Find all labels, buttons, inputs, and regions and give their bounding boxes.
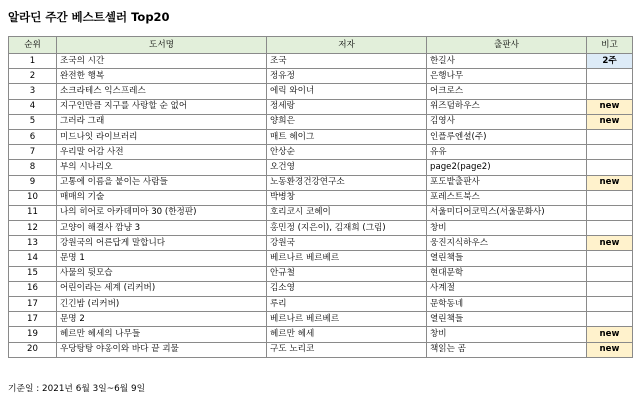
publisher-cell: 창비: [427, 221, 587, 236]
book-title-cell: 조국의 시간: [57, 54, 267, 69]
author-cell: 매트 헤이그: [267, 129, 427, 144]
publisher-cell: 어크로스: [427, 84, 587, 99]
note-cell: new: [587, 175, 633, 190]
column-header-note: 비고: [587, 37, 633, 54]
publisher-cell: 서울미디어코믹스(서울문화사): [427, 205, 587, 220]
table-row: [9, 236, 633, 251]
book-title-cell: 사물의 뒷모습: [57, 266, 267, 281]
rank-cell: 14: [9, 251, 57, 266]
table-row: [9, 312, 633, 327]
column-header-publisher: 출판사: [427, 37, 587, 54]
author-cell: 루리: [267, 297, 427, 312]
author-cell: 정유정: [267, 69, 427, 84]
note-cell: new: [587, 236, 633, 251]
note-cell: [587, 129, 633, 144]
note-cell: new: [587, 99, 633, 114]
author-cell: 박병창: [267, 190, 427, 205]
author-cell: 베르나르 베르베르: [267, 312, 427, 327]
table-row: [9, 281, 633, 296]
note-cell: [587, 312, 633, 327]
table-row: [9, 69, 633, 84]
note-cell: 2주: [587, 54, 633, 69]
table-row: [9, 342, 633, 357]
author-cell: 안상순: [267, 145, 427, 160]
column-header-author: 저자: [267, 37, 427, 54]
author-cell: 구도 노리코: [267, 342, 427, 357]
rank-cell: 19: [9, 327, 57, 342]
publisher-cell: 웅진지식하우스: [427, 236, 587, 251]
table-row: [9, 190, 633, 205]
author-cell: 강원국: [267, 236, 427, 251]
rank-cell: 3: [9, 84, 57, 99]
column-header-rank: 순위: [9, 37, 57, 54]
note-cell: [587, 84, 633, 99]
note-cell: [587, 221, 633, 236]
rank-cell: 7: [9, 145, 57, 160]
rank-cell: 5: [9, 114, 57, 129]
note-cell: [587, 145, 633, 160]
book-title-cell: 고양이 해결사 깜냥 3: [57, 221, 267, 236]
bestseller-table: [8, 36, 633, 358]
note-cell: new: [587, 114, 633, 129]
note-cell: [587, 281, 633, 296]
author-cell: 조국: [267, 54, 427, 69]
rank-cell: 6: [9, 129, 57, 144]
book-title-cell: 어린이라는 세계 (리커버): [57, 281, 267, 296]
author-cell: 정세랑: [267, 99, 427, 114]
book-title-cell: 지구인만큼 지구를 사랑할 순 없어: [57, 99, 267, 114]
publisher-cell: 현대문학: [427, 266, 587, 281]
table-row: [9, 145, 633, 160]
book-title-cell: 문명 1: [57, 251, 267, 266]
publisher-cell: 포레스트북스: [427, 190, 587, 205]
rank-cell: 11: [9, 205, 57, 220]
table-row: [9, 221, 633, 236]
publisher-cell: 창비: [427, 327, 587, 342]
table-row: [9, 84, 633, 99]
book-title-cell: 매매의 기술: [57, 190, 267, 205]
publisher-cell: 책읽는 곰: [427, 342, 587, 357]
book-title-cell: 헤르만 헤세의 나무들: [57, 327, 267, 342]
table-row: [9, 114, 633, 129]
publisher-cell: 한길사: [427, 54, 587, 69]
publisher-cell: 은행나무: [427, 69, 587, 84]
author-cell: 홍민정 (지은이), 김재희 (그림): [267, 221, 427, 236]
rank-cell: 9: [9, 175, 57, 190]
publisher-cell: 인플루엔셜(주): [427, 129, 587, 144]
publisher-cell: 열린책들: [427, 312, 587, 327]
rank-cell: 10: [9, 190, 57, 205]
publisher-cell: 김영사: [427, 114, 587, 129]
book-title-cell: 나의 히어로 아카데미아 30 (한정판): [57, 205, 267, 220]
publisher-cell: page2(page2): [427, 160, 587, 175]
note-cell: [587, 190, 633, 205]
book-title-cell: 우당탕탕 야옹이와 바다 끝 괴물: [57, 342, 267, 357]
book-title-cell: 완전한 행복: [57, 69, 267, 84]
publisher-cell: 포도밭출판사: [427, 175, 587, 190]
book-title-cell: 문명 2: [57, 312, 267, 327]
book-title-cell: 우리말 어감 사전: [57, 145, 267, 160]
publisher-cell: 위즈덤하우스: [427, 99, 587, 114]
rank-cell: 12: [9, 221, 57, 236]
rank-cell: 1: [9, 54, 57, 69]
author-cell: 헤르만 헤세: [267, 327, 427, 342]
table-row: [9, 54, 633, 69]
publisher-cell: 문학동네: [427, 297, 587, 312]
author-cell: 안규철: [267, 266, 427, 281]
author-cell: 호리코시 코헤이: [267, 205, 427, 220]
author-cell: 오건영: [267, 160, 427, 175]
note-cell: new: [587, 342, 633, 357]
note-cell: [587, 69, 633, 84]
book-title-cell: 강원국의 어른답게 말합니다: [57, 236, 267, 251]
rank-cell: 8: [9, 160, 57, 175]
rank-cell: 16: [9, 281, 57, 296]
rank-cell: 2: [9, 69, 57, 84]
note-cell: new: [587, 327, 633, 342]
author-cell: 에릭 와이너: [267, 84, 427, 99]
table-row: [9, 327, 633, 342]
author-cell: 김소영: [267, 281, 427, 296]
rank-cell: 17: [9, 312, 57, 327]
table-row: [9, 205, 633, 220]
author-cell: 노동환경건강연구소: [267, 175, 427, 190]
note-cell: [587, 160, 633, 175]
book-title-cell: 소크라테스 익스프레스: [57, 84, 267, 99]
table-header-row: [9, 37, 633, 54]
book-title-cell: 미드나잇 라이브러리: [57, 129, 267, 144]
note-cell: [587, 251, 633, 266]
rank-cell: 17: [9, 297, 57, 312]
rank-cell: 15: [9, 266, 57, 281]
table-row: [9, 175, 633, 190]
table-row: [9, 297, 633, 312]
note-cell: [587, 297, 633, 312]
column-header-book: 도서명: [57, 37, 267, 54]
table-row: [9, 251, 633, 266]
table-body: [9, 54, 633, 358]
author-cell: 양희은: [267, 114, 427, 129]
rank-cell: 20: [9, 342, 57, 357]
book-title-cell: 그러라 그래: [57, 114, 267, 129]
publisher-cell: 열린책들: [427, 251, 587, 266]
table-row: [9, 160, 633, 175]
table-row: [9, 99, 633, 114]
publisher-cell: 사계절: [427, 281, 587, 296]
page-title: 알라딘 주간 베스트셀러 Top20: [8, 10, 170, 24]
book-title-cell: 고통에 이름을 붙이는 사람들: [57, 175, 267, 190]
publisher-cell: 유유: [427, 145, 587, 160]
rank-cell: 13: [9, 236, 57, 251]
note-cell: [587, 266, 633, 281]
book-title-cell: 부의 시나리오: [57, 160, 267, 175]
rank-cell: 4: [9, 99, 57, 114]
book-title-cell: 긴긴밤 (리커버): [57, 297, 267, 312]
reference-date: 기준일 : 2021년 6월 3일~6월 9일: [8, 384, 146, 394]
table-row: [9, 266, 633, 281]
note-cell: [587, 205, 633, 220]
table-row: [9, 129, 633, 144]
author-cell: 베르나르 베르베르: [267, 251, 427, 266]
